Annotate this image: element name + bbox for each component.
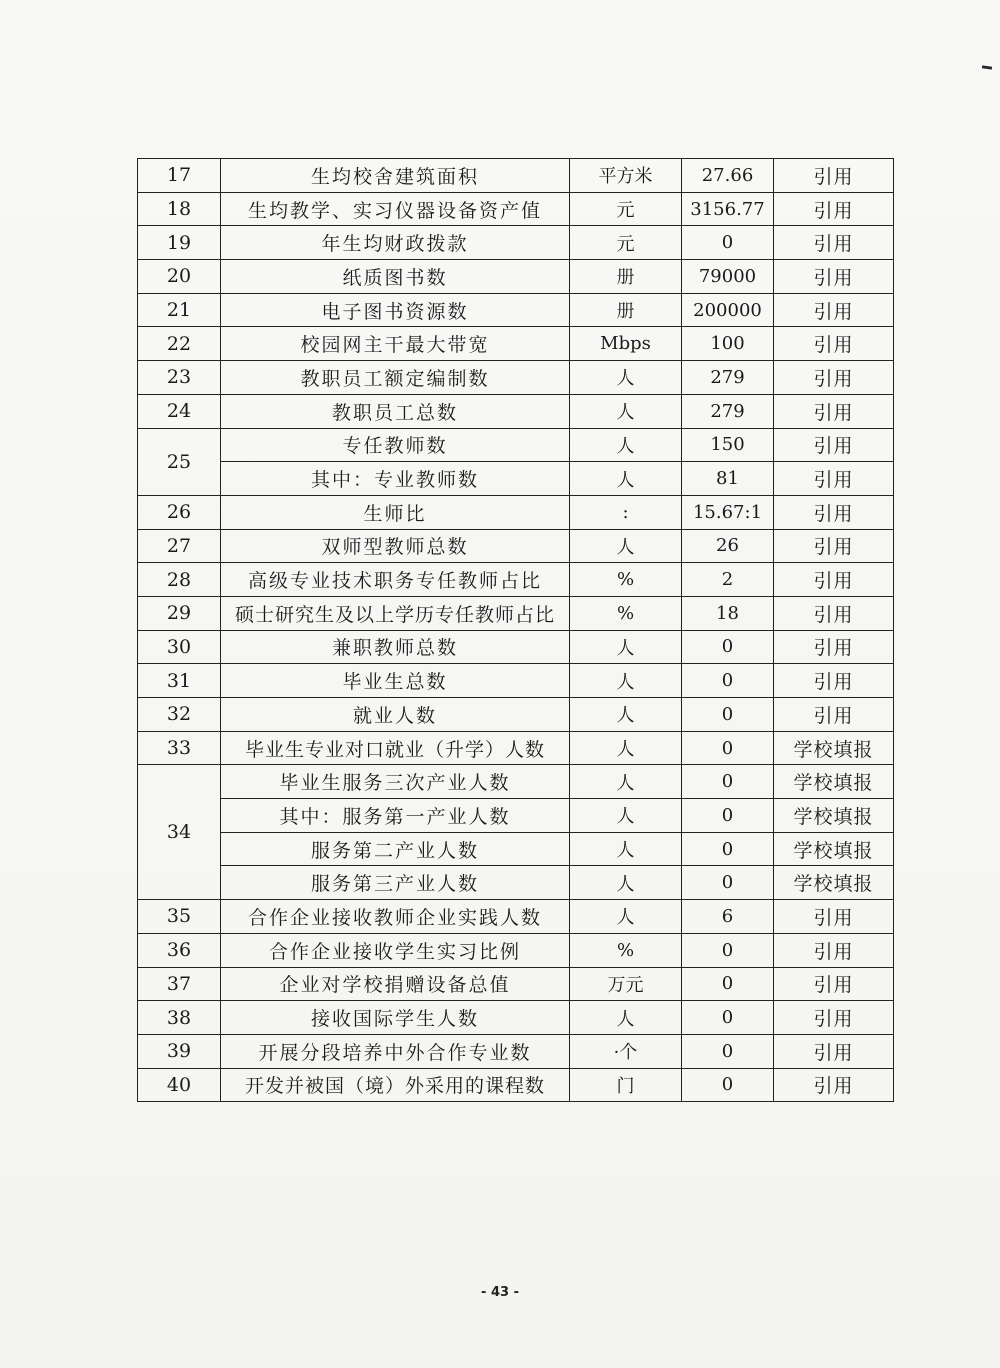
table-row — [138, 327, 894, 361]
indicator-name: 校园网主干最大带宽 — [221, 327, 570, 361]
source: 学校填报 — [774, 731, 894, 765]
table-row — [138, 563, 894, 597]
source: 引用 — [774, 192, 894, 226]
indicator-name: 生均校舍建筑面积 — [221, 159, 570, 193]
unit: 人 — [570, 664, 682, 698]
row-number: 32 — [138, 698, 221, 732]
row-number: 21 — [138, 293, 221, 327]
table-row — [138, 293, 894, 327]
row-number: 17 — [138, 159, 221, 193]
indicator-name: 硕士研究生及以上学历专任教师占比 — [221, 596, 570, 630]
unit: 元 — [570, 192, 682, 226]
source: 引用 — [774, 698, 894, 732]
table-row — [138, 1068, 894, 1102]
indicator-table — [137, 158, 894, 1102]
indicator-name: 合作企业接收学生实习比例 — [221, 933, 570, 967]
table-row — [138, 900, 894, 934]
table-row — [138, 495, 894, 529]
source: 引用 — [774, 596, 894, 630]
table-row — [138, 664, 894, 698]
table-row — [138, 967, 894, 1001]
unit: 人 — [570, 529, 682, 563]
row-number: 33 — [138, 731, 221, 765]
indicator-name: 其中：服务第一产业人数 — [221, 799, 570, 833]
table-row — [138, 428, 894, 462]
row-number: 20 — [138, 260, 221, 294]
value: 2 — [682, 563, 774, 597]
indicator-name: 生师比 — [221, 495, 570, 529]
unit: % — [570, 596, 682, 630]
table-row — [138, 866, 894, 900]
unit: : — [570, 495, 682, 529]
table-row — [138, 799, 894, 833]
table-row — [138, 596, 894, 630]
value: 0 — [682, 698, 774, 732]
value: 15.67:1 — [682, 495, 774, 529]
value: 100 — [682, 327, 774, 361]
indicator-name: 年生均财政拨款 — [221, 226, 570, 260]
unit: 人 — [570, 832, 682, 866]
table-row — [138, 159, 894, 193]
value: 0 — [682, 799, 774, 833]
source: 引用 — [774, 226, 894, 260]
row-number: 25 — [138, 428, 221, 495]
table-row — [138, 731, 894, 765]
indicator-name: 其中：专业教师数 — [221, 462, 570, 496]
table-row — [138, 462, 894, 496]
table-row — [138, 226, 894, 260]
source: 引用 — [774, 394, 894, 428]
unit: 人 — [570, 731, 682, 765]
source: 引用 — [774, 563, 894, 597]
row-number: 26 — [138, 495, 221, 529]
unit: Mbps — [570, 327, 682, 361]
unit: 册 — [570, 293, 682, 327]
value: 0 — [682, 630, 774, 664]
table-row — [138, 529, 894, 563]
source: 引用 — [774, 900, 894, 934]
source: 引用 — [774, 967, 894, 1001]
source: 学校填报 — [774, 866, 894, 900]
table-row — [138, 192, 894, 226]
indicator-name: 服务第三产业人数 — [221, 866, 570, 900]
source: 引用 — [774, 159, 894, 193]
row-number: 38 — [138, 1001, 221, 1035]
unit: 人 — [570, 698, 682, 732]
unit: 人 — [570, 1001, 682, 1035]
indicator-name: 高级专业技术职务专任教师占比 — [221, 563, 570, 597]
source: 引用 — [774, 1068, 894, 1102]
indicator-name: 双师型教师总数 — [221, 529, 570, 563]
unit: ·个 — [570, 1034, 682, 1068]
unit: 人 — [570, 765, 682, 799]
row-number: 35 — [138, 900, 221, 934]
table-row — [138, 630, 894, 664]
unit: 人 — [570, 866, 682, 900]
row-number: 18 — [138, 192, 221, 226]
page-number: - 43 - — [481, 1285, 519, 1300]
value: 18 — [682, 596, 774, 630]
value: 6 — [682, 900, 774, 934]
table-row — [138, 1001, 894, 1035]
unit: 人 — [570, 428, 682, 462]
value: 200000 — [682, 293, 774, 327]
row-number: 34 — [138, 765, 221, 900]
indicator-name: 毕业生总数 — [221, 664, 570, 698]
source: 引用 — [774, 529, 894, 563]
source: 学校填报 — [774, 832, 894, 866]
row-number: 24 — [138, 394, 221, 428]
value: 0 — [682, 765, 774, 799]
indicator-name: 兼职教师总数 — [221, 630, 570, 664]
source: 引用 — [774, 664, 894, 698]
value: 26 — [682, 529, 774, 563]
indicator-name: 教职员工额定编制数 — [221, 361, 570, 395]
indicator-name: 纸质图书数 — [221, 260, 570, 294]
indicator-name: 开展分段培养中外合作专业数 — [221, 1034, 570, 1068]
indicator-name: 生均教学、实习仪器设备资产值 — [221, 192, 570, 226]
indicator-name: 合作企业接收教师企业实践人数 — [221, 900, 570, 934]
indicator-name: 教职员工总数 — [221, 394, 570, 428]
unit: 门 — [570, 1068, 682, 1102]
source: 引用 — [774, 361, 894, 395]
unit: 元 — [570, 226, 682, 260]
value: 0 — [682, 664, 774, 698]
row-number: 23 — [138, 361, 221, 395]
source: 学校填报 — [774, 765, 894, 799]
value: 0 — [682, 1001, 774, 1035]
source: 引用 — [774, 260, 894, 294]
row-number: 27 — [138, 529, 221, 563]
value: 81 — [682, 462, 774, 496]
indicator-name: 开发并被国（境）外采用的课程数 — [221, 1068, 570, 1102]
value: 27.66 — [682, 159, 774, 193]
indicator-name: 企业对学校捐赠设备总值 — [221, 967, 570, 1001]
row-number: 28 — [138, 563, 221, 597]
row-number: 36 — [138, 933, 221, 967]
row-number: 40 — [138, 1068, 221, 1102]
table-row — [138, 933, 894, 967]
unit: 人 — [570, 394, 682, 428]
source: 引用 — [774, 630, 894, 664]
indicator-name: 接收国际学生人数 — [221, 1001, 570, 1035]
value: 0 — [682, 933, 774, 967]
source: 引用 — [774, 428, 894, 462]
value: 0 — [682, 967, 774, 1001]
table-row — [138, 361, 894, 395]
table-row — [138, 832, 894, 866]
table-row — [138, 698, 894, 732]
value: 0 — [682, 866, 774, 900]
source: 引用 — [774, 1001, 894, 1035]
source: 引用 — [774, 462, 894, 496]
row-number: 37 — [138, 967, 221, 1001]
indicator-name: 毕业生专业对口就业（升学）人数 — [221, 731, 570, 765]
value: 0 — [682, 731, 774, 765]
value: 150 — [682, 428, 774, 462]
unit: 人 — [570, 799, 682, 833]
table-row — [138, 260, 894, 294]
row-number: 29 — [138, 596, 221, 630]
table-row — [138, 765, 894, 799]
unit: 人 — [570, 900, 682, 934]
indicator-name: 就业人数 — [221, 698, 570, 732]
row-number: 39 — [138, 1034, 221, 1068]
unit: 万元 — [570, 967, 682, 1001]
indicator-name: 毕业生服务三次产业人数 — [221, 765, 570, 799]
row-number: 31 — [138, 664, 221, 698]
source: 引用 — [774, 495, 894, 529]
value: 0 — [682, 226, 774, 260]
row-number: 19 — [138, 226, 221, 260]
row-number: 22 — [138, 327, 221, 361]
source: 引用 — [774, 1034, 894, 1068]
source: 引用 — [774, 293, 894, 327]
value: 0 — [682, 1034, 774, 1068]
unit: 册 — [570, 260, 682, 294]
unit: % — [570, 563, 682, 597]
source: 引用 — [774, 933, 894, 967]
unit: 人 — [570, 630, 682, 664]
value: 3156.77 — [682, 192, 774, 226]
source: 引用 — [774, 327, 894, 361]
value: 279 — [682, 394, 774, 428]
value: 0 — [682, 832, 774, 866]
unit: 平方米 — [570, 159, 682, 193]
table-row — [138, 1034, 894, 1068]
table-row — [138, 394, 894, 428]
indicator-name: 电子图书资源数 — [221, 293, 570, 327]
indicator-name: 专任教师数 — [221, 428, 570, 462]
unit: 人 — [570, 361, 682, 395]
value: 279 — [682, 361, 774, 395]
row-number: 30 — [138, 630, 221, 664]
source: 学校填报 — [774, 799, 894, 833]
unit: 人 — [570, 462, 682, 496]
indicator-name: 服务第二产业人数 — [221, 832, 570, 866]
value: 0 — [682, 1068, 774, 1102]
unit: % — [570, 933, 682, 967]
scan-mark — [982, 65, 992, 69]
value: 79000 — [682, 260, 774, 294]
